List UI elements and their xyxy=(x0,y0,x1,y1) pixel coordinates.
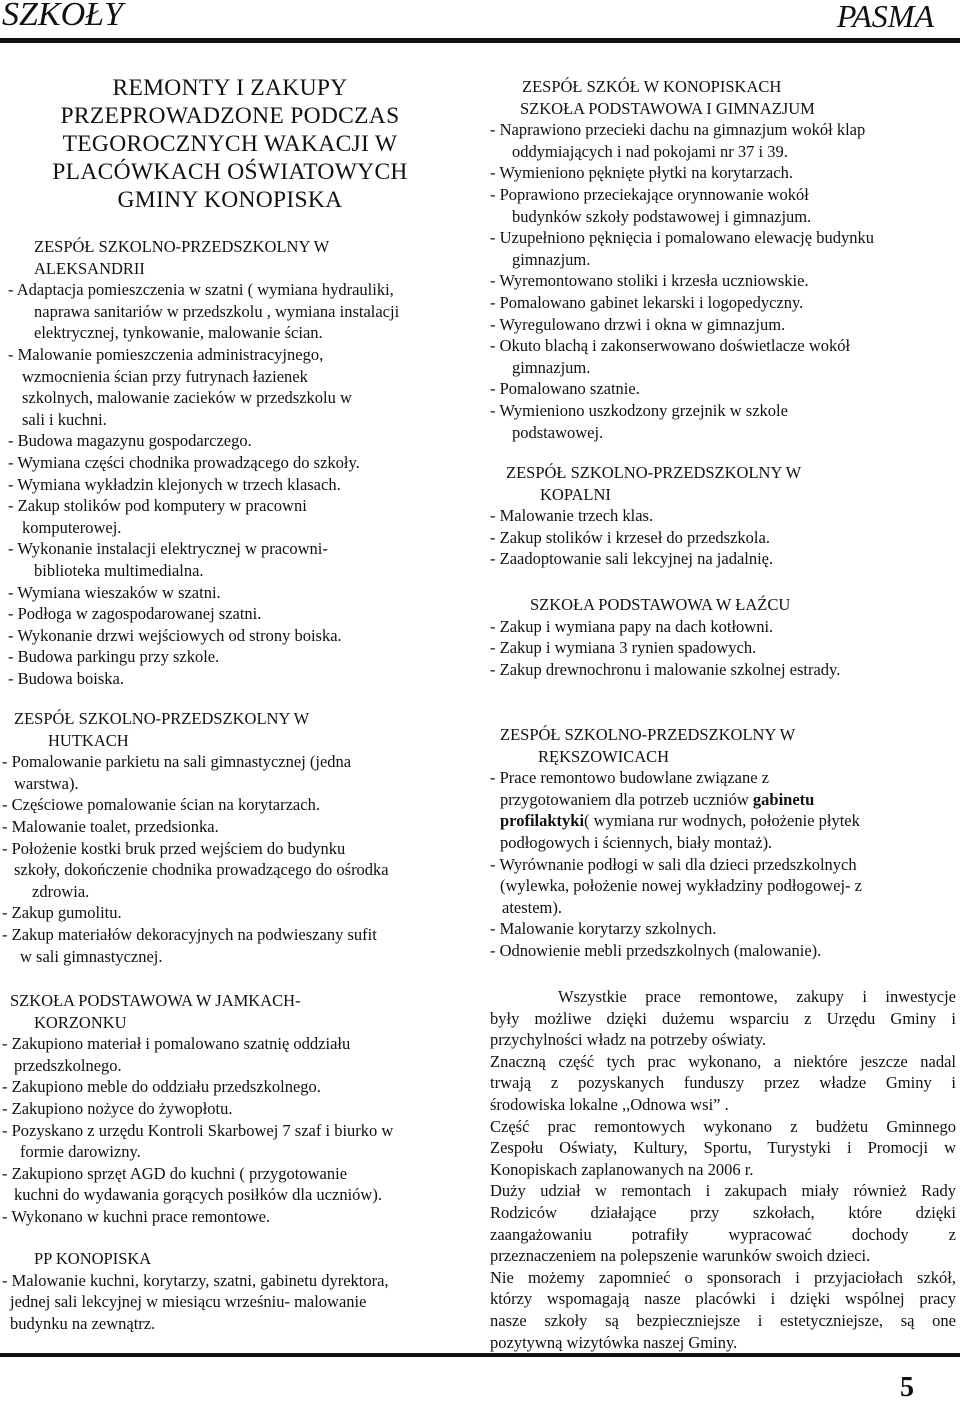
title-line: PRZEPROWADZONE PODCZAS xyxy=(60,103,400,129)
list-item: - Adaptacja pomieszczenia w szatni ( wymiana hydrauliki, xyxy=(8,280,394,300)
section-aleksandria xyxy=(8,236,399,689)
list-item: - Zakupiono sprzęt AGD do kuchni ( przygotowanie xyxy=(2,1163,348,1183)
list-item: przedszkolnego. xyxy=(14,1055,122,1075)
list-item: - Zakup stolików pod komputery w pracowni xyxy=(8,496,307,516)
section-heading: ZESPÓŁ SZKOLNO-PRZEDSZKOLNY W xyxy=(500,725,796,744)
summary-text xyxy=(490,986,956,1353)
list-item: - Podłoga w zagospodarowanej szatni. xyxy=(8,604,262,624)
list-item-text: ( wymiana rur wodnych, położenie płytek xyxy=(584,811,860,831)
section-konopiska xyxy=(490,76,874,443)
list-item: - Pomalowano szatnie. xyxy=(490,379,640,399)
section-heading: HUTKACH xyxy=(48,730,129,750)
list-item: - Wymieniono pęknięte płytki na korytarzach. xyxy=(490,163,793,183)
list-item: elektrycznej, tynkowanie, malowanie ścian. xyxy=(34,323,323,343)
emphasis-text: gabinetu xyxy=(752,789,815,809)
section-heading: KORZONKU xyxy=(34,1012,127,1032)
section-heading: SZKOŁA PODSTAWOWA W JAMKACH- xyxy=(10,991,301,1010)
list-item: gimnazjum. xyxy=(512,357,591,377)
section-hutki xyxy=(2,708,389,967)
list-item: - Malowanie pomieszczenia administracyjnego, xyxy=(8,344,324,364)
list-item: - Zakup drewnochronu i malowanie szkolnej estrady. xyxy=(490,659,841,679)
paragraph-line: Duży udział w remontach i zakupach miały również Rady xyxy=(490,1181,956,1201)
list-item: - Wyrównanie podłogi w sali dla dzieci przedszkolnych xyxy=(490,854,857,874)
list-item: budynku na zewnątrz. xyxy=(10,1313,156,1333)
section-heading: ZESPÓŁ SZKOLNO-PRZEDSZKOLNY W xyxy=(34,237,330,256)
article-title xyxy=(10,74,450,214)
list-item: - Zakup materiałów dekoracyjnych na podwieszany sufit xyxy=(2,924,377,944)
list-item: - Naprawiono przecieki dachu na gimnazjum wokół klap xyxy=(490,120,866,140)
list-item: zdrowia. xyxy=(32,881,90,901)
list-item xyxy=(490,810,862,832)
section-heading: ZESPÓŁ SZKÓŁ W KONOPISKACH xyxy=(522,77,782,96)
paragraph-line: Część prac remontowych wykonano z budżetu Gminnego xyxy=(490,1116,956,1136)
list-item: atestem). xyxy=(502,897,563,917)
paragraph-line: środowiska lokalne ,,Odnowa wsi” . xyxy=(490,1094,729,1114)
list-item: - Zakup i wymiana 3 rynien spadowych. xyxy=(490,638,757,658)
list-item: - Zakupiono nożyce do żywopłotu. xyxy=(2,1098,233,1118)
list-item: - Zakup gumolitu. xyxy=(2,903,122,923)
list-item: - Budowa magazynu gospodarczego. xyxy=(8,431,252,451)
paragraph-line: zaangażowaniu potrafiły wypracować dochody z xyxy=(490,1224,956,1244)
paragraph-line: Rodziców działające przy szkołach, które dzięki xyxy=(490,1202,956,1222)
header-rule xyxy=(0,38,960,43)
paragraph-line: nasze szkoły są bezpieczniejsze i estetyczniejsze, są one xyxy=(490,1310,956,1330)
footer-rule xyxy=(0,1353,960,1357)
section-heading: SZKOŁA PODSTAWOWA W ŁAŹCU xyxy=(530,595,791,614)
paragraph-line: Konopiskach zaplanowanych na 2006 r. xyxy=(490,1159,754,1179)
list-item: - Zaadoptowanie sali lekcyjnej na jadalnię. xyxy=(490,549,774,569)
section-pp-konopiska xyxy=(2,1248,389,1334)
list-item: - Wykonano w kuchni prace remontowe. xyxy=(2,1206,271,1226)
paragraph-line: przeznaczeniem na polepszenie warunków swoich dzieci. xyxy=(490,1246,871,1266)
list-item: - Wymieniono uszkodzony grzejnik w szkole xyxy=(490,400,788,420)
list-item: komputerowej. xyxy=(22,517,122,537)
list-item xyxy=(490,789,862,811)
list-item: biblioteka multimedialna. xyxy=(34,560,204,580)
paragraph-line: były możliwe dzięki dużemu wsparciu z Urzędu Gminy i xyxy=(490,1008,956,1028)
list-item: podstawowej. xyxy=(512,422,604,442)
paragraph-line: Nie możemy zapomnieć o sponsorach i przyjaciołach szkół, xyxy=(490,1267,956,1287)
section-heading: SZKOŁA PODSTAWOWA I GIMNAZJUM xyxy=(520,98,815,118)
list-item: - Pomalowanie parkietu na sali gimnastycznej (jedna xyxy=(2,752,352,772)
list-item: - Wykonanie drzwi wejściowych od strony boiska. xyxy=(8,625,342,645)
list-item: - Malowanie korytarzy szkolnych. xyxy=(490,919,717,939)
list-item: - Pomalowano gabinet lekarski i logopedyczny. xyxy=(490,292,804,312)
paragraph-line: przychylności władz na potrzeby oświaty. xyxy=(490,1030,767,1050)
section-heading: ZESPÓŁ SZKOLNO-PRZEDSZKOLNY W xyxy=(14,709,310,728)
list-item: - Wymiana części chodnika prowadzącego do szkoły. xyxy=(8,452,360,472)
list-item: - Budowa parkingu przy szkole. xyxy=(8,647,220,667)
section-heading: KOPALNI xyxy=(540,484,611,504)
list-item: - Uzupełniono pęknięcia i pomalowano elewację budynku xyxy=(490,228,874,248)
section-kopalnie xyxy=(490,462,801,570)
list-item: (wylewka, położenie nowej wykładziny podłogowej- z xyxy=(500,876,862,896)
list-item: szkoły, dokończenie chodnika prowadzącego do ośrodka xyxy=(14,860,389,880)
list-item: - Okuto blachą i zakonserwowano doświetlacze wokół xyxy=(490,336,851,356)
list-item: - Wymiana wykładzin klejonych w trzech klasach. xyxy=(8,474,341,494)
list-item: - Prace remontowo budowlane związane z xyxy=(490,768,770,788)
list-item: - Wymiana wieszaków w szatni. xyxy=(8,582,221,602)
list-item: gimnazjum. xyxy=(512,249,591,269)
section-heading: RĘKSZOWICACH xyxy=(538,746,670,766)
paragraph-line: Znaczną część tych prac wykonano, a niektóre jeszcze nadal xyxy=(490,1051,956,1071)
list-item: formie darowizny. xyxy=(20,1142,141,1162)
list-item: - Budowa boiska. xyxy=(8,668,124,688)
paragraph-line: pozytywną wizytówka naszej Gminy. xyxy=(490,1332,738,1352)
title-line: GMINY KONOPISKA xyxy=(117,187,343,213)
publication-name: PASMA xyxy=(836,0,934,34)
list-item: warstwa). xyxy=(14,773,79,793)
section-jamki xyxy=(2,990,393,1228)
list-item: jednej sali lekcyjnej w miesiącu wrześniu- malowanie xyxy=(10,1292,367,1312)
list-item: podłogowych i ściennych, biały montaż). xyxy=(500,832,773,852)
list-item: - Zakup stolików i krzeseł do przedszkola. xyxy=(490,527,770,547)
section-rekszowice xyxy=(490,724,862,962)
paragraph-line: trwają z pozyskanych funduszy przez władze Gminy i xyxy=(490,1073,956,1093)
list-item: naprawa sanitariów w przedszkolu , wymiana instalacji xyxy=(34,301,400,321)
list-item: oddymiających i nad pokojami nr 37 i 39. xyxy=(512,141,788,161)
section-lazec xyxy=(490,594,840,680)
section-heading: ZESPÓŁ SZKOLNO-PRZEDSZKOLNY W xyxy=(506,463,802,482)
title-line: REMONTY I ZAKUPY xyxy=(112,75,348,101)
title-line: PLACÓWKACH OŚWIATOWYCH xyxy=(52,159,408,185)
page-number: 5 xyxy=(900,1372,914,1403)
list-item: wzmocnienia ścian przy futrynach łazienek xyxy=(22,366,308,386)
list-item: - Wyregulowano drzwi i okna w gimnazjum. xyxy=(490,314,786,334)
list-item: - Zakupiono materiał i pomalowano szatnię oddziału xyxy=(2,1034,351,1054)
section-heading: PP KONOPISKA xyxy=(34,1249,152,1268)
list-item: - Malowanie toalet, przedsionka. xyxy=(2,816,219,836)
list-item: - Zakupiono meble do oddziału przedszkolnego. xyxy=(2,1077,321,1097)
title-line: TEGOROCZNYCH WAKACJI W xyxy=(62,131,398,157)
section-heading: ALEKSANDRII xyxy=(34,258,145,278)
list-item: - Malowanie kuchni, korytarzy, szatni, gabinetu dyrektora, xyxy=(2,1270,389,1290)
section-title: SZKOŁY xyxy=(2,0,123,33)
list-item: - Pozyskano z urzędu Kontroli Skarbowej 7 szaf i biurko w xyxy=(2,1120,394,1140)
list-item: - Częściowe pomalowanie ścian na korytarzach. xyxy=(2,795,320,815)
list-item: sali i kuchni. xyxy=(22,409,107,429)
list-item: - Poprawiono przeciekające orynnowanie wokół xyxy=(490,184,809,204)
list-item: - Malowanie trzech klas. xyxy=(490,506,654,526)
list-item: kuchni do wydawania gorących posiłków dla uczniów). xyxy=(14,1185,382,1205)
paragraph-line: Zespołu Oświaty, Kultury, Sportu, Turystyki i Promocji w xyxy=(490,1138,956,1158)
list-item: - Położenie kostki bruk przed wejściem do budynku xyxy=(2,838,346,858)
list-item: w sali gimnastycznej. xyxy=(20,946,163,966)
list-item: - Wyremontowano stoliki i krzesła uczniowskie. xyxy=(490,271,809,291)
list-item: - Zakup i wymiana papy na dach kotłowni. xyxy=(490,616,774,636)
paragraph-line: którzy wspomagają nasze placówki i dzięki wspólnej pracy xyxy=(490,1289,956,1309)
paragraph-line: Wszystkie prace remontowe, zakupy i inwestycje xyxy=(558,987,956,1006)
list-item-text: przygotowaniem dla potrzeb uczniów xyxy=(500,789,753,809)
list-item: budynków szkoły podstawowej i gimnazjum. xyxy=(512,206,812,226)
list-item: szkolnych, malowanie zacieków w przedszkolu w xyxy=(22,388,352,408)
list-item: - Odnowienie mebli przedszkolnych (malowanie). xyxy=(490,940,822,960)
list-item: - Wykonanie instalacji elektrycznej w pracowni- xyxy=(8,539,328,559)
emphasis-text: profilaktyki xyxy=(500,811,585,831)
